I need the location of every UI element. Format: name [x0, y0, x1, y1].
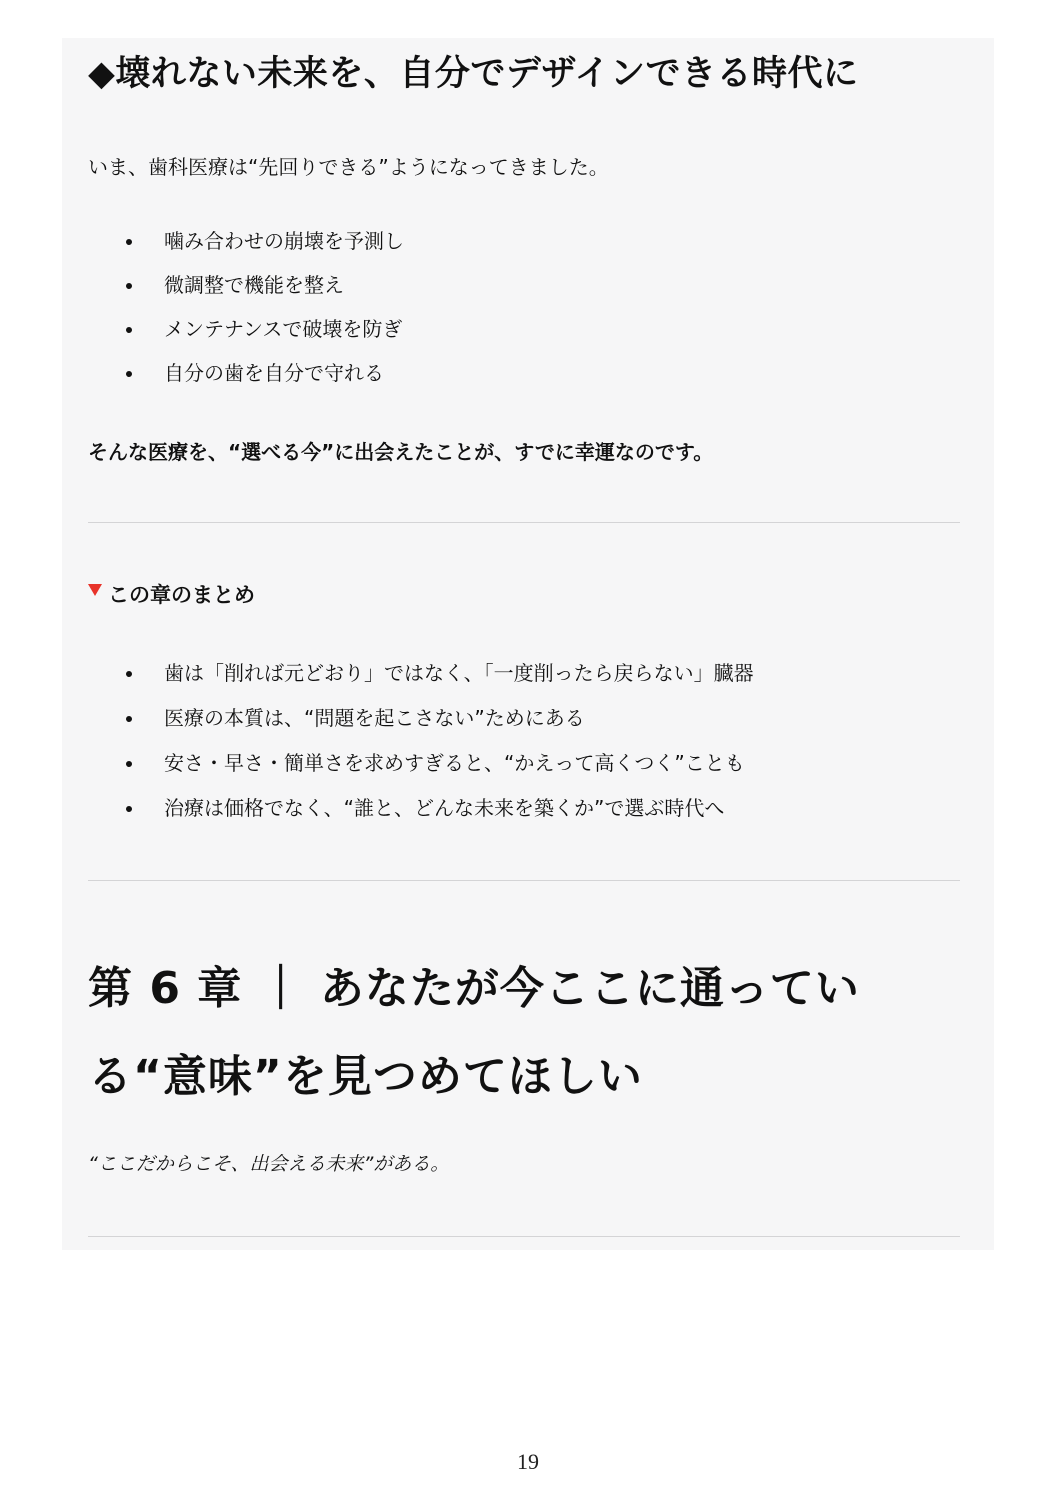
- list-item: [124, 704, 754, 732]
- summary-list: [124, 659, 754, 839]
- bullet-icon: [126, 761, 132, 767]
- list-item: [124, 359, 404, 387]
- list-item-text: 噛み合わせの崩壊を予測し: [164, 229, 404, 253]
- list-item-text: 微調整で機能を整え: [164, 273, 344, 297]
- bullet-icon: [126, 283, 132, 289]
- page-number: 19: [517, 1449, 539, 1474]
- list-item: [124, 315, 404, 343]
- chapter-subtitle: “ここだからこそ、出会える未来”がある。: [88, 1153, 450, 1175]
- list-item: [124, 794, 754, 822]
- bullet-icon: [126, 671, 132, 677]
- bullet-icon: [126, 716, 132, 722]
- list-item: [124, 227, 404, 255]
- divider: [88, 880, 960, 881]
- list-item-text: 医療の本質は、“問題を起こさない”ためにある: [164, 706, 585, 730]
- list-item: [124, 659, 754, 687]
- summary-heading: [88, 580, 255, 610]
- section-heading: ◆壊れない未来を、自分でデザインできる時代に: [88, 54, 859, 94]
- list-item-text: 治療は価格でなく、“誰と、どんな未来を築くか”で選ぶ時代へ: [164, 796, 725, 820]
- list-item-text: メンテナンスで破壊を防ぎ: [164, 317, 403, 341]
- intro-paragraph: いま、歯科医療は“先回りできる”ようになってきました。: [88, 155, 609, 179]
- chapter-title: 第 6 章 ｜ あなたが今ここに通っている“意味”を見つめてほしい: [88, 963, 860, 1102]
- list-item: [124, 271, 404, 299]
- closing-statement: そんな医療を、“選べる今”に出会えたことが、すでに幸運なのです。: [88, 440, 714, 464]
- bullet-icon: [126, 806, 132, 812]
- list-item: [124, 749, 754, 777]
- divider: [88, 1236, 960, 1237]
- bullet-icon: [126, 327, 132, 333]
- triangle-down-icon: [88, 584, 102, 596]
- list-item-text: 歯は「削れば元どおり」ではなく、「一度削ったら戻らない」臓器: [164, 661, 754, 685]
- list-item-text: 安さ・早さ・簡単さを求めすぎると、“かえって高くつく”ことも: [164, 751, 745, 775]
- bullet-icon: [126, 371, 132, 377]
- list-item-text: 自分の歯を自分で守れる: [164, 361, 384, 385]
- feature-list: [124, 227, 404, 403]
- divider: [88, 522, 960, 523]
- summary-heading-text: この章のまとめ: [108, 583, 255, 607]
- bullet-icon: [126, 239, 132, 245]
